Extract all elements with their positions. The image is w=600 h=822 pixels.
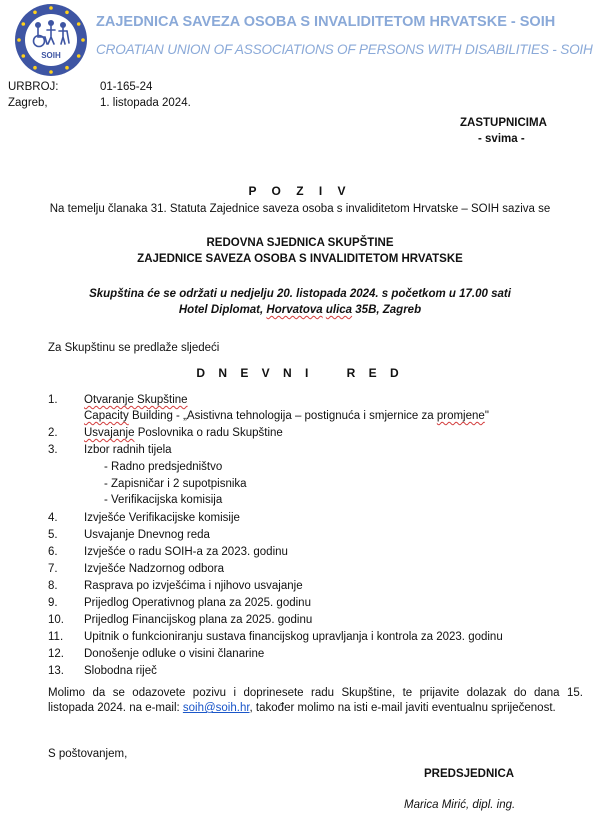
org-name-en: CROATIAN UNION OF ASSOCIATIONS OF PERSONS WITH DISABILITIES - SOIH xyxy=(96,42,593,57)
agenda-subitem: - Radno predsjedništvo xyxy=(104,461,223,473)
session-details-line-2 xyxy=(0,304,600,316)
session-details-line-1: Skupština će se održati u nedjelju 20. listopada 2024. s početkom u 17.00 sati xyxy=(89,288,511,300)
agenda-item-text: Usvajanje Dnevnog reda xyxy=(84,529,210,541)
soih-logo xyxy=(14,3,88,77)
poslovnik-text: Poslovnika o radu Skupštine xyxy=(134,427,283,439)
agenda-item-subtext xyxy=(84,410,489,422)
agenda-item-number: 11. xyxy=(48,631,64,643)
agenda-item-text: Izvješće o radu SOIH-a za 2023. godinu xyxy=(84,546,288,558)
agenda-item-text: Prijedlog Financijskog plana za 2025. godinu xyxy=(84,614,313,626)
signature-name: Marica Mirić, dipl. ing. xyxy=(404,799,516,811)
agenda-subitem: - Zapisničar i 2 supotpisnika xyxy=(104,478,247,490)
agenda-item-number: 5. xyxy=(48,529,58,541)
closing-paragraph-line-2 xyxy=(48,702,588,714)
agenda-item-number: 8. xyxy=(48,580,58,592)
agenda-item-number: 12. xyxy=(48,648,64,660)
agenda-item-number: 3. xyxy=(48,444,58,456)
signature-title: PREDSJEDNICA xyxy=(424,768,515,780)
agenda-item-text: Prijedlog Operativnog plana za 2025. godinu xyxy=(84,597,311,609)
date: 1. listopada 2024. xyxy=(100,97,191,109)
agenda-item-text: Izbor radnih tijela xyxy=(84,444,172,456)
agenda-item-number: 4. xyxy=(48,512,58,524)
venue-street-word: Horvatova xyxy=(266,304,323,316)
logo-text: SOIH xyxy=(41,51,61,60)
closing-text-a: listopada 2024. na e-mail: xyxy=(48,702,183,714)
agenda-item-number: 1. xyxy=(48,394,58,406)
session-line-1: REDOVNA SJEDNICA SKUPŠTINE xyxy=(206,237,394,249)
agenda-item-text: Izvješće Verifikacijske komisije xyxy=(84,512,240,524)
intro-text: Na temelju članaka 31. Statuta Zajednice saveza osoba s invaliditetom Hrvatske – SOIH saziva se xyxy=(49,203,551,215)
closing-quote: " xyxy=(484,410,489,422)
agenda-item-number: 9. xyxy=(48,597,58,609)
promjene-word: promjene xyxy=(436,410,485,422)
capacity-building-text: Building - „Asistivna tehnologija – postignuća i smjernice za xyxy=(128,410,437,422)
agenda-item-number: 7. xyxy=(48,563,58,575)
document-heading: P O Z I V xyxy=(248,184,352,198)
agenda-title: D N E V N I R E D xyxy=(196,366,404,380)
agenda-item-text: Slobodna riječ xyxy=(84,665,157,677)
venue-text: Hotel Diplomat, xyxy=(178,304,267,316)
venue-street-suffix: ulica xyxy=(325,304,353,316)
org-name-hr: ZAJEDNICA SAVEZA OSOBA S INVALIDITETOM HRVATSKE - SOIH xyxy=(96,14,556,30)
session-line-2: ZAJEDNICE SAVEZA OSOBA S INVALIDITETOM HRVATSKE xyxy=(137,253,463,265)
urbroj-label: URBROJ: xyxy=(8,81,59,93)
agenda-subitem: - Verifikacijska komisija xyxy=(104,494,223,506)
venue-address: 35B, Zagreb xyxy=(352,304,422,316)
agenda-item-text: Otvaranje Skupštine xyxy=(84,394,188,406)
agenda-item-text: Izvješće Nadzornog odbora xyxy=(84,563,224,575)
place: Zagreb, xyxy=(8,97,48,109)
agenda-item-number: 6. xyxy=(48,546,58,558)
agenda-item-text: Rasprava po izvješćima i njihovo usvajanje xyxy=(84,580,303,592)
agenda-item-text: Donošenje odluke o visini članarine xyxy=(84,648,265,660)
agenda-item-number: 10. xyxy=(48,614,64,626)
agenda-item-text: Upitnik o funkcioniranju sustava financijskog upravljanja i kontrola za 2023. godinu xyxy=(84,631,503,643)
usvajanje-word: Usvajanje xyxy=(84,427,135,439)
email-link[interactable]: soih@soih.hr xyxy=(182,702,250,714)
agenda-item-number: 13. xyxy=(48,665,64,677)
agenda-item-text xyxy=(84,427,283,439)
urbroj-value: 01-165-24 xyxy=(100,81,153,93)
agenda-item-number: 2. xyxy=(48,427,58,439)
recipient-subtitle: - svima - xyxy=(478,133,525,145)
proposal-intro: Za Skupštinu se predlaže sljedeći xyxy=(48,342,220,354)
capacity-word: Capacity xyxy=(84,410,129,422)
closing-paragraph-line-1: Molimo da se odazovete pozivu i doprinesete radu Skupštine, te prijavite dolazak do dana 15. xyxy=(48,687,583,699)
closing-text-b: , također molimo na isti e-mail javiti eventualnu spriječenost. xyxy=(249,702,556,714)
greeting: S poštovanjem, xyxy=(48,748,128,760)
recipient-title: ZASTUPNICIMA xyxy=(460,117,547,129)
